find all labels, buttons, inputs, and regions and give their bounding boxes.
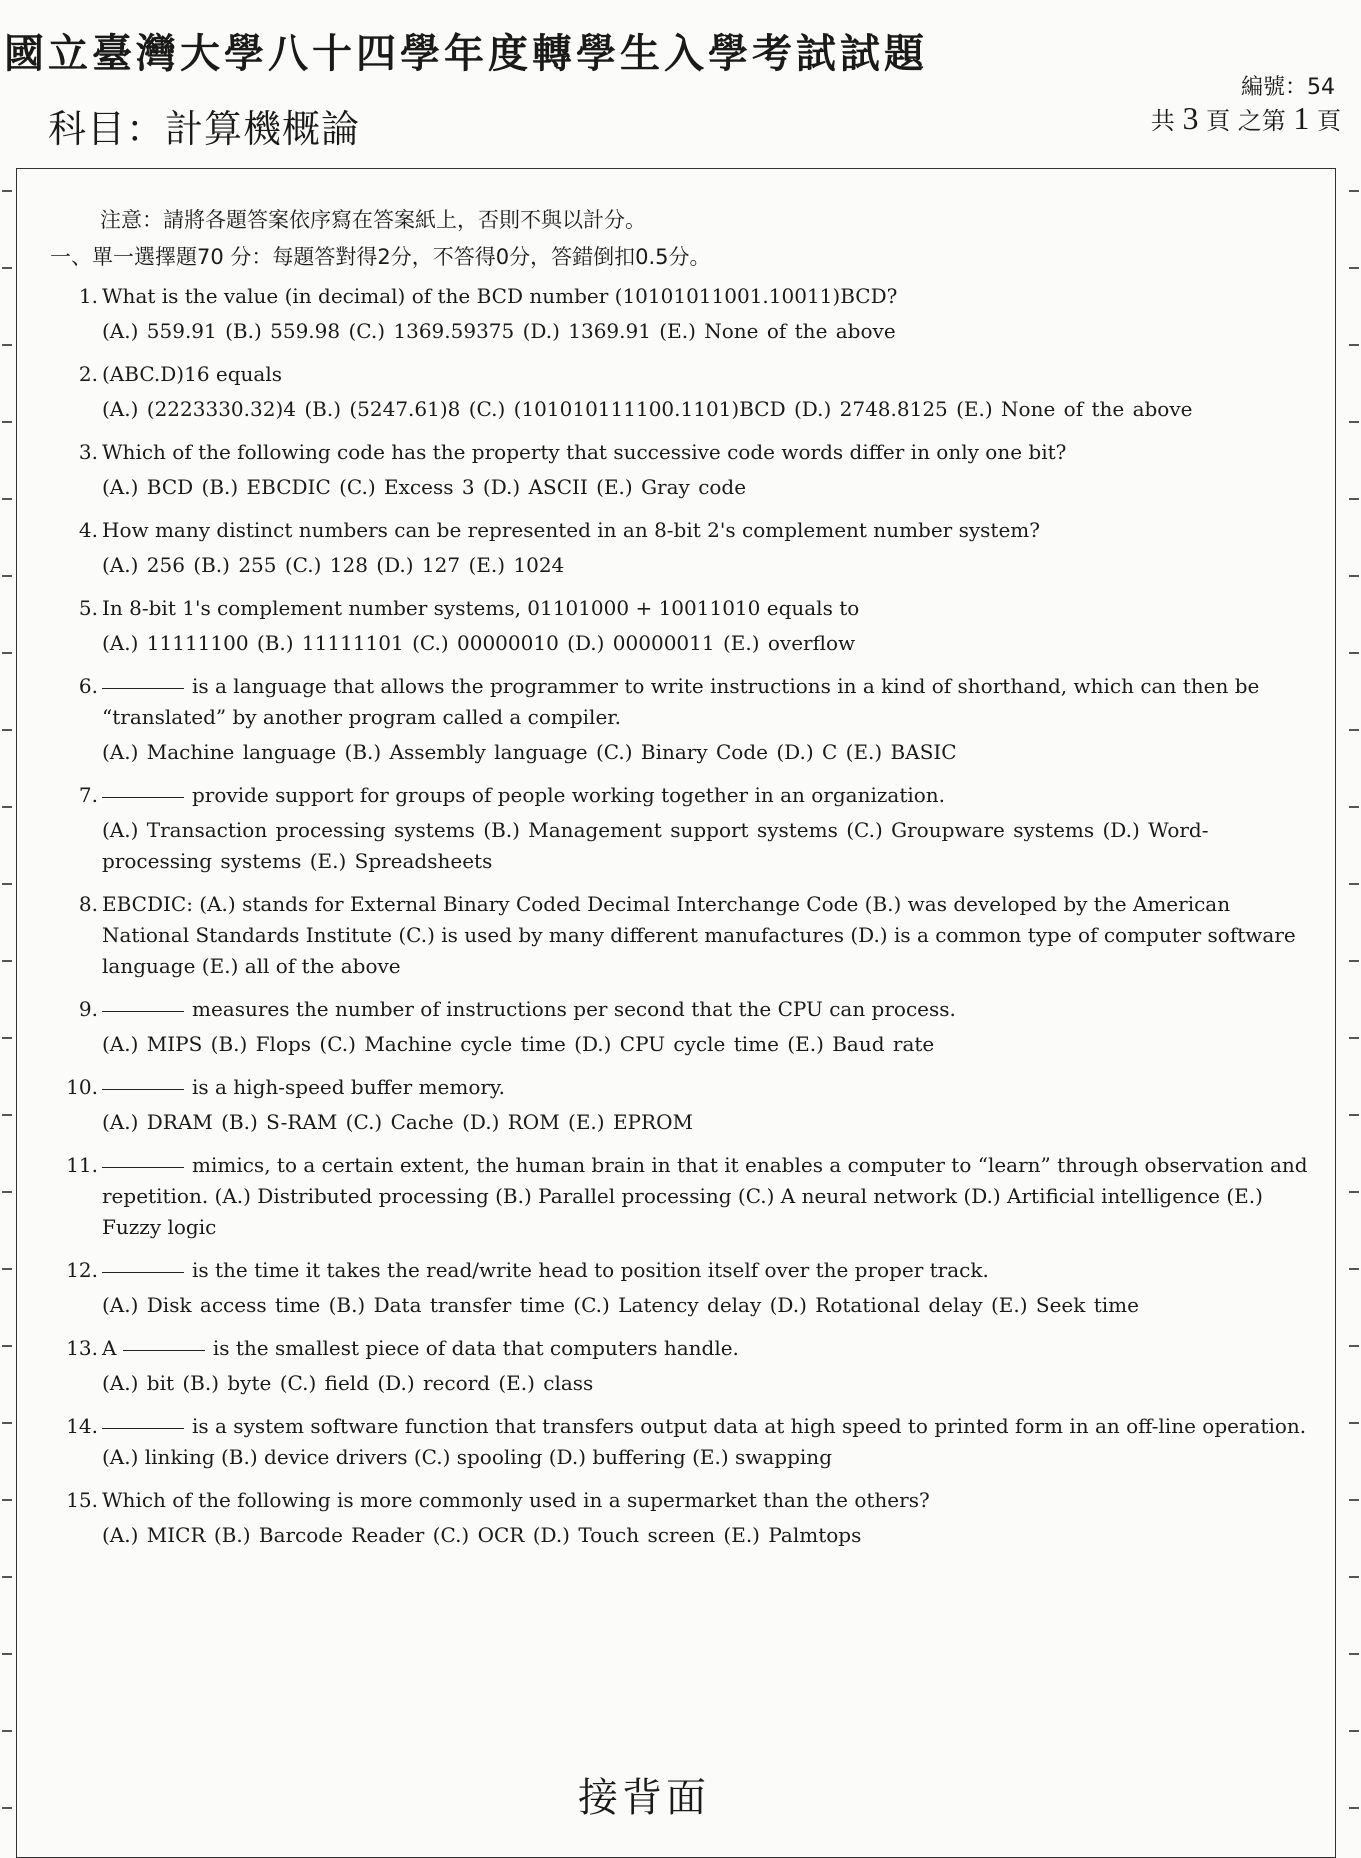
margin-tick <box>2 1730 12 1732</box>
margin-tick <box>2 1807 12 1809</box>
question-options: (A.) Transaction processing systems (B.) Management support systems (C.) Groupware systems (D.) Word-processing systems (E.) Spreadsheets <box>102 818 1209 873</box>
margin-tick <box>1349 652 1359 654</box>
answer-blank <box>102 797 184 798</box>
pages-current: 1 <box>1293 100 1310 136</box>
margin-tick <box>1349 1268 1359 1270</box>
margin-tick <box>1349 806 1359 808</box>
question-7 <box>60 780 1310 877</box>
question-text: mimics, to a certain extent, the human brain in that it enables a computer to “learn” through observation and repetition. (A.) Distributed processing (B.) Parallel processing (C.) A neural network (D.) Artificial intelligence (E.) Fuzzy logic <box>102 1153 1308 1239</box>
question-options: (A.) BCD (B.) EBCDIC (C.) Excess 3 (D.) ASCII (E.) Gray code <box>102 475 747 499</box>
question-options: (A.) 11111100 (B.) 11111101 (C.) 00000010 (D.) 00000011 (E.) overflow <box>102 631 856 655</box>
question-number: 10. <box>66 1075 98 1099</box>
margin-tick <box>1349 575 1359 577</box>
question-12 <box>60 1255 1310 1321</box>
margin-tick <box>1349 1191 1359 1193</box>
answer-blank <box>102 688 184 689</box>
margin-tick <box>2 190 12 192</box>
question-options: (A.) Disk access time (B.) Data transfer time (C.) Latency delay (D.) Rotational delay (E.) Seek time <box>102 1293 1139 1317</box>
answer-blank <box>102 1089 184 1090</box>
question-options: (A.) DRAM (B.) S-RAM (C.) Cache (D.) ROM (E.) EPROM <box>102 1110 693 1134</box>
margin-tick <box>2 344 12 346</box>
question-6 <box>60 671 1310 768</box>
margin-tick <box>2 1114 12 1116</box>
question-number: 5. <box>78 596 98 620</box>
margin-tick <box>1349 960 1359 962</box>
question-15 <box>60 1485 1310 1551</box>
question-options: (A.) 256 (B.) 255 (C.) 128 (D.) 127 (E.) 1024 <box>102 553 565 577</box>
exam-serial-number: 編號：54 <box>1241 75 1335 100</box>
question-14 <box>60 1411 1310 1473</box>
question-11 <box>60 1150 1310 1243</box>
answer-blank <box>102 1167 184 1168</box>
question-number: 9. <box>78 997 98 1021</box>
margin-tick <box>1349 1807 1359 1809</box>
question-text: is a system software function that transfers output data at high speed to printed form in an off-line operation. (A.) linking (B.) device drivers (C.) spooling (D.) buffering (E.) swapping <box>102 1414 1307 1469</box>
question-options: (A.) MICR (B.) Barcode Reader (C.) OCR (D.) Touch screen (E.) Palmtops <box>102 1523 862 1547</box>
margin-tick <box>2 421 12 423</box>
question-9 <box>60 994 1310 1060</box>
question-text: In 8-bit 1's complement number systems, 01101000 + 10011010 equals to <box>102 596 860 620</box>
answer-blank <box>123 1350 205 1351</box>
answer-blank <box>102 1272 184 1273</box>
margin-tick <box>1349 883 1359 885</box>
answer-blank <box>102 1428 184 1429</box>
left-margin-ticks <box>0 0 14 1846</box>
question-text: (ABC.D)16 equals <box>102 362 283 386</box>
margin-tick <box>1349 1345 1359 1347</box>
exam-notice: 注意：請將各題答案依序寫在答案紙上，否則不與以計分。 <box>100 208 646 232</box>
margin-tick <box>2 729 12 731</box>
margin-tick <box>2 1653 12 1655</box>
question-number: 1. <box>78 284 98 308</box>
question-text: measures the number of instructions per second that the CPU can process. <box>192 997 956 1021</box>
margin-tick <box>1349 267 1359 269</box>
margin-tick <box>2 575 12 577</box>
answer-blank <box>102 1011 184 1012</box>
question-number: 8. <box>78 892 98 916</box>
margin-tick <box>1349 1037 1359 1039</box>
pages-suffix: 頁 <box>1317 107 1341 135</box>
margin-tick <box>1349 1576 1359 1578</box>
question-text: is a high-speed buffer memory. <box>192 1075 505 1099</box>
pages-total: 3 <box>1182 100 1199 136</box>
margin-tick <box>2 652 12 654</box>
question-number: 11. <box>66 1153 98 1177</box>
question-text: EBCDIC: (A.) stands for External Binary Coded Decimal Interchange Code (B.) was developed by the American National Standards Institute (C.) is used by many different manufactures (D.) is a common type of computer software language (E.) all of the above <box>102 892 1296 978</box>
question-text: How many distinct numbers can be represented in an 8-bit 2's complement number system? <box>102 518 1040 542</box>
margin-tick <box>2 1191 12 1193</box>
question-3 <box>60 437 1310 503</box>
margin-tick <box>2 806 12 808</box>
margin-tick <box>1349 1422 1359 1424</box>
margin-tick <box>2 1576 12 1578</box>
question-options: (A.) bit (B.) byte (C.) field (D.) record (E.) class <box>102 1371 594 1395</box>
question-options: (A.) 559.91 (B.) 559.98 (C.) 1369.59375 (D.) 1369.91 (E.) None of the above <box>102 319 896 343</box>
margin-tick <box>2 1037 12 1039</box>
margin-tick <box>1349 1499 1359 1501</box>
question-text-prefix: A <box>102 1336 117 1360</box>
margin-tick <box>1349 729 1359 731</box>
question-4 <box>60 515 1310 581</box>
margin-tick <box>1349 1114 1359 1116</box>
question-options: (A.) MIPS (B.) Flops (C.) Machine cycle time (D.) CPU cycle time (E.) Baud rate <box>102 1032 935 1056</box>
question-text: What is the value (in decimal) of the BCD number (10101011001.10011)BCD? <box>102 284 898 308</box>
margin-tick <box>2 960 12 962</box>
exam-content <box>50 205 1310 1563</box>
question-number: 4. <box>78 518 98 542</box>
question-8 <box>60 889 1310 982</box>
margin-tick <box>1349 498 1359 500</box>
question-5 <box>60 593 1310 659</box>
question-text: Which of the following code has the property that successive code words differ in only one bit? <box>102 440 1067 464</box>
question-text: is the smallest piece of data that computers handle. <box>212 1336 739 1360</box>
question-1 <box>60 281 1310 347</box>
question-2 <box>60 359 1310 425</box>
exam-subject: 科目：計算機概論 <box>48 107 361 151</box>
pages-mid: 頁 之第 <box>1206 107 1286 135</box>
margin-tick <box>2 1268 12 1270</box>
margin-tick <box>2 1499 12 1501</box>
section-title: 一、單一選擇題70 分：每題答對得2分，不答得0分，答錯倒扣0.5分。 <box>50 245 711 269</box>
question-number: 7. <box>78 783 98 807</box>
question-number: 15. <box>66 1488 98 1512</box>
question-number: 3. <box>78 440 98 464</box>
question-number: 6. <box>78 674 98 698</box>
question-number: 14. <box>66 1414 98 1438</box>
question-number: 13. <box>66 1336 98 1360</box>
pages-prefix: 共 <box>1150 107 1175 135</box>
question-number: 2. <box>78 362 98 386</box>
margin-tick <box>1349 344 1359 346</box>
margin-tick <box>1349 421 1359 423</box>
question-text: Which of the following is more commonly used in a supermarket than the others? <box>102 1488 930 1512</box>
margin-tick <box>2 883 12 885</box>
right-margin-ticks <box>1347 0 1361 1846</box>
margin-tick <box>1349 190 1359 192</box>
question-options: (A.) Machine language (B.) Assembly language (C.) Binary Code (D.) C (E.) BASIC <box>102 740 957 764</box>
margin-tick <box>1349 1653 1359 1655</box>
question-number: 12. <box>66 1258 98 1282</box>
margin-tick <box>2 1345 12 1347</box>
page-indicator <box>1151 100 1341 137</box>
question-10 <box>60 1072 1310 1138</box>
margin-tick <box>2 1422 12 1424</box>
question-text: is a language that allows the programmer to write instructions in a kind of shorthand, which can then be “translated” by another program called a compiler. <box>102 674 1260 729</box>
question-13 <box>60 1333 1310 1399</box>
margin-tick <box>2 267 12 269</box>
continue-on-back: 接背面 <box>578 1775 710 1821</box>
margin-tick <box>1349 1730 1359 1732</box>
question-text: is the time it takes the read/write head to position itself over the proper track. <box>192 1258 989 1282</box>
margin-tick <box>2 498 12 500</box>
exam-title: 國立臺灣大學八十四學年度轉學生入學考試試題 <box>4 31 928 77</box>
question-text: provide support for groups of people working together in an organization. <box>192 783 946 807</box>
question-options: (A.) (2223330.32)4 (B.) (5247.61)8 (C.) (101010111100.1101)BCD (D.) 2748.8125 (E.) None of the above <box>102 397 1193 421</box>
